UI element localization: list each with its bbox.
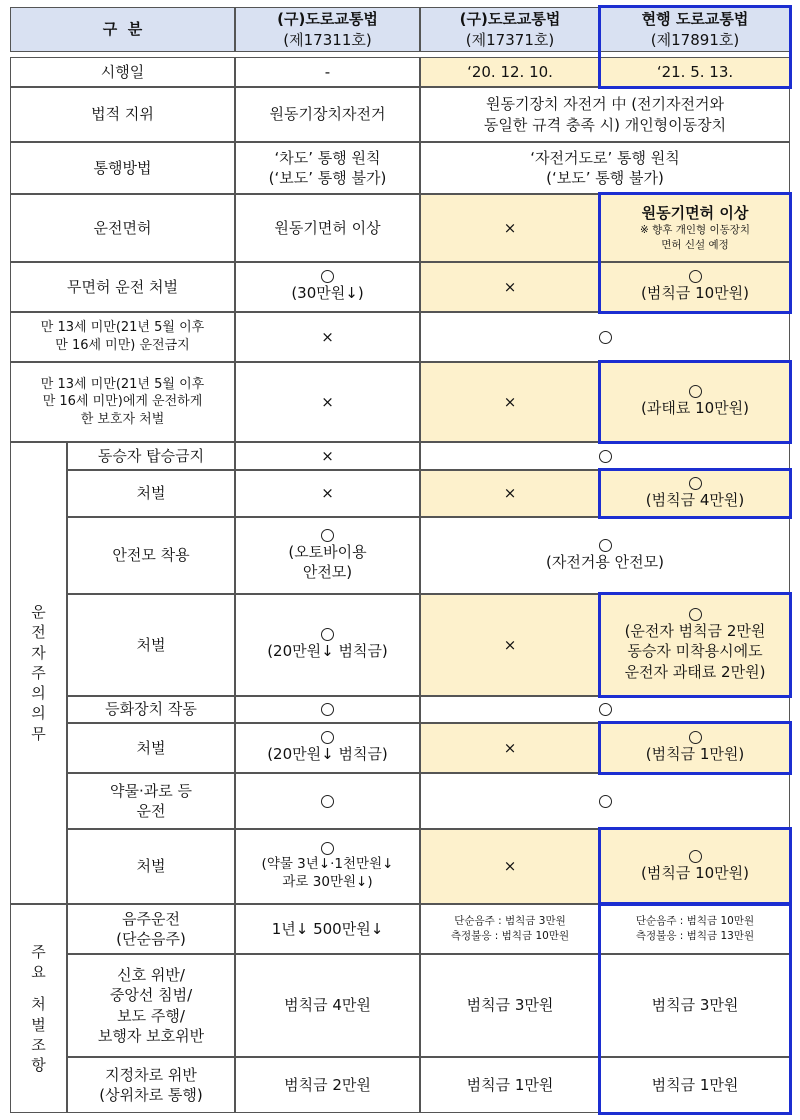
row-unlicensed-col3 [600,262,790,312]
helmet-pen-col3-line2: 동승자 미착용시에도 [627,642,763,661]
circle-mark-icon [689,270,702,283]
traffic-col1-line2: (‘보도’ 통행 불가) [268,169,387,187]
drug-label-line2: 운전 [136,802,166,820]
effective-date-col3: ‘21. 5. 13. [656,62,734,81]
row-drug-label [67,773,235,829]
passenger-label-text: 동승자 탑승금지 [97,446,205,465]
drug-label-line1: 약물·과로 등 [110,781,192,800]
row-helmet-col1 [235,517,420,594]
duty-char: 자 [31,643,46,662]
row-light-pen-col1 [235,723,420,773]
header-col2-no: (제17371호) [465,30,555,49]
signal-label-line3: 보도 주행/ [117,1006,185,1025]
row-license-label [10,194,235,262]
row-license-col3 [600,194,790,262]
row-passenger-col23 [420,442,790,470]
row-unlicensed-label [10,262,235,312]
row-guardian-label [10,362,235,442]
minor-label-line1: 만 13세 미만(21년 5월 이후 [40,320,205,336]
row-effective-label-text: 시행일 [100,62,145,81]
circle-mark-icon [689,477,702,490]
penalty-char: 항 [31,1056,46,1074]
lane-col3-text: 범칙금 1만원 [651,1075,739,1094]
penalty-char: 조 [31,1035,46,1054]
traffic-col23-line1: ‘자전거도로’ 통행 원칙 [530,148,680,167]
row-helmet-pen-col1 [235,594,420,696]
duty-char: 주 [31,663,46,682]
row-drug-pen-label [67,829,235,904]
minor-label-line2: 만 16세 미만) 운전금지 [55,338,190,353]
penalty-char: 요 [31,963,46,981]
signal-label-line4: 보행자 보호위반 [97,1026,205,1045]
x-mark: × [503,857,517,876]
row-drug-col23 [420,773,790,829]
row-lane-label [67,1057,235,1113]
circle-mark-icon [689,850,702,863]
x-mark: × [321,392,334,411]
guardian-label-line1: 만 13세 미만(21년 5월 이후 [40,376,205,392]
lane-label-line1: 지정차로 위반 [105,1065,197,1084]
header-col1-title: (구)도로교통법 [277,10,378,29]
duty-char: 전 [31,623,46,642]
row-drug-pen-col3 [600,829,790,904]
x-mark: × [503,484,517,503]
row-minor-col1 [235,312,420,362]
drug-pen-label-text: 처벌 [136,857,166,876]
regulation-comparison-table [10,7,790,1113]
row-helmet-pen-col3 [600,594,790,696]
row-passenger-col1 [235,442,420,470]
row-effective-col3 [600,57,790,87]
circle-mark-icon [321,731,334,744]
row-minor-col23 [420,312,790,362]
drug-pen-col1-line1: (약물 3년↓·1천만원↓ [261,855,394,872]
header-col3-title: 현행 도로교통법 [641,10,749,29]
signal-col2-text: 범칙금 3만원 [466,996,554,1015]
guardian-label-line2: 만 16세 미만)에게 운전하게 [42,394,203,410]
row-passenger-pen-col2 [420,470,600,517]
license-col3-note1: ※ 향후 개인형 이동장치 [639,223,751,236]
drug-pen-col3-text: (범칙금 10만원) [640,863,749,882]
light-pen-col3-text: (범칙금 1만원) [645,745,745,764]
penalty-char: 벌 [31,1015,46,1034]
row-guardian-col2 [420,362,600,442]
circle-mark-icon [321,270,334,283]
row-legal-label [10,87,235,142]
header-col2-title: (구)도로교통법 [459,10,561,29]
row-light-col23 [420,696,790,723]
row-unlicensed-col1 [235,262,420,312]
row-traffic-label [10,142,235,194]
penalty-char: 주 [31,942,46,961]
row-light-pen-col3 [600,723,790,773]
row-traffic-col23 [420,142,790,194]
circle-mark-icon [599,703,612,716]
duty-char: 운 [31,603,46,622]
row-traffic-label-text: 통행방법 [93,158,152,177]
circle-mark-icon [599,795,612,808]
helmet-pen-label-text: 처벌 [136,635,166,654]
license-col1-text: 원동기면허 이상 [274,218,381,237]
header-col3 [600,7,790,52]
row-legal-label-text: 법적 지위 [91,105,154,124]
drunk-col2-line1: 단순음주 : 범칙금 3만원 [454,914,566,927]
helmet-pen-col3-line1: (운전자 범칙금 2만원 [624,622,766,641]
duty-char: 의 [31,704,46,723]
drunk-label-line2: (단순음주) [116,930,186,948]
traffic-col1-line1: ‘차도’ 통행 원칙 [274,148,381,167]
header-col3-no: (제17891호) [650,30,740,49]
unlicensed-col3-text: (범칙금 10만원) [640,284,749,303]
guardian-col3-text: (과태료 10만원) [640,399,749,418]
row-signal-label [67,954,235,1057]
x-mark: × [321,484,334,503]
drunk-col2-line2: 측정불응 : 범칙금 10만원 [450,930,570,942]
light-label-text: 등화장치 작동 [105,700,197,719]
legal-col23-line2: 동일한 규격 충족 시) 개인형이동장치 [483,115,727,134]
signal-col3-text: 범칙금 3만원 [651,996,739,1015]
helmet-pen-col1-text: (20만원↓ 범칙금) [267,642,388,661]
row-license-col1 [235,194,420,262]
row-light-pen-col2 [420,723,600,773]
signal-label-line1: 신호 위반/ [117,966,185,984]
license-col3-main: 원동기면허 이상 [641,203,749,222]
header-col1-no: (제17311호) [283,30,372,49]
legal-col1-text: 원동기장치자전거 [269,105,386,124]
circle-mark-icon [689,608,702,621]
license-col3-note2: 면허 신설 예정 [661,239,729,252]
row-light-pen-label [67,723,235,773]
row-effective-col1 [235,57,420,87]
row-effective-col2 [420,57,600,87]
duty-char: 무 [31,724,46,743]
lane-label-line2: (상위차로 통행) [99,1086,203,1104]
drunk-label-line1: 음주운전 [122,909,180,928]
passenger-pen-label-text: 처벌 [136,484,166,503]
row-signal-col2 [420,954,600,1057]
x-mark: × [503,277,517,296]
helmet-col1-line2: 안전모) [302,563,353,581]
circle-mark-icon [321,842,334,855]
row-drug-col1 [235,773,420,829]
row-passenger-label [67,442,235,470]
row-helmet-label [67,517,235,594]
penalty-char: 처 [31,995,46,1014]
drunk-col1-text: 1년↓ 500만원↓ [271,919,384,938]
effective-date-col2: ‘20. 12. 10. [467,62,553,81]
group-driver-duty [10,442,67,904]
row-drunk-label [67,904,235,954]
row-license-col2 [420,194,600,262]
row-guardian-col3 [600,362,790,442]
lane-col2-text: 범칙금 1만원 [466,1075,554,1094]
light-pen-label-text: 처벌 [136,738,166,757]
header-gubun-text: 구 분 [102,20,143,39]
row-license-label-text: 운전면허 [93,218,152,237]
row-unlicensed-label-text: 무면허 운전 처벌 [67,277,178,296]
header-col1 [235,7,420,52]
duty-char: 의 [31,684,46,703]
guardian-label-line3: 한 보호자 처벌 [80,411,165,427]
row-drug-pen-col1 [235,829,420,904]
x-mark: × [503,392,517,411]
row-drunk-col2 [420,904,600,954]
helmet-col1-line1: (오토바이용 [288,542,367,561]
x-mark: × [321,446,334,465]
row-minor-label [10,312,235,362]
row-helmet-col23 [420,517,790,594]
row-light-label [67,696,235,723]
legal-col23-line1: 원동기장치 자전거 中 (전기자전거와 [485,95,725,114]
x-mark: × [503,635,517,654]
row-drunk-col1 [235,904,420,954]
drug-pen-col1-line2: 과로 30만원↓) [282,874,373,890]
row-signal-col1 [235,954,420,1057]
group-main-penalty [10,904,67,1113]
circle-mark-icon [321,529,334,542]
light-pen-col1-text: (20만원↓ 범칙금) [267,745,388,764]
header-col2 [420,7,600,52]
row-passenger-pen-col1 [235,470,420,517]
x-mark: × [503,738,517,757]
dash-mark: - [324,62,331,81]
circle-mark-icon [689,385,702,398]
row-unlicensed-col2 [420,262,600,312]
circle-mark-icon [321,628,334,641]
row-drunk-col3 [600,904,790,954]
row-helmet-pen-label [67,594,235,696]
signal-label-line2: 중앙선 침범/ [109,986,193,1005]
x-mark: × [321,327,334,346]
row-drug-pen-col2 [420,829,600,904]
row-traffic-col1 [235,142,420,194]
row-passenger-pen-label [67,470,235,517]
circle-mark-icon [599,331,612,344]
drunk-col3-line2: 측정불응 : 범칙금 13만원 [635,930,755,942]
row-guardian-col1 [235,362,420,442]
circle-mark-icon [599,539,612,552]
unlicensed-col1-text: (30만원↓) [291,284,364,303]
signal-col1-text: 범칙금 4만원 [284,996,371,1015]
circle-mark-icon [599,450,612,463]
traffic-col23-line2: (‘보도’ 통행 불가) [546,169,664,187]
row-helmet-pen-col2 [420,594,600,696]
drunk-col3-line1: 단순음주 : 범칙금 10만원 [635,914,755,927]
row-light-col1 [235,696,420,723]
row-legal-col1 [235,87,420,142]
header-gubun [10,7,235,52]
row-signal-col3 [600,954,790,1057]
helmet-col23-text: (자전거용 안전모) [546,552,664,571]
row-passenger-pen-col3 [600,470,790,517]
circle-mark-icon [321,795,334,808]
helmet-pen-col3-line3: 운전자 과태료 2만원) [624,662,766,681]
row-effective-label [10,57,235,87]
x-mark: × [503,218,517,237]
helmet-label-text: 안전모 착용 [112,546,190,565]
lane-col1-text: 범칙금 2만원 [284,1075,371,1094]
passenger-pen-col3-text: (범칙금 4만원) [645,490,745,509]
circle-mark-icon [689,731,702,744]
row-legal-col23 [420,87,790,142]
row-lane-col1 [235,1057,420,1113]
row-lane-col2 [420,1057,600,1113]
row-lane-col3 [600,1057,790,1113]
circle-mark-icon [321,703,334,716]
